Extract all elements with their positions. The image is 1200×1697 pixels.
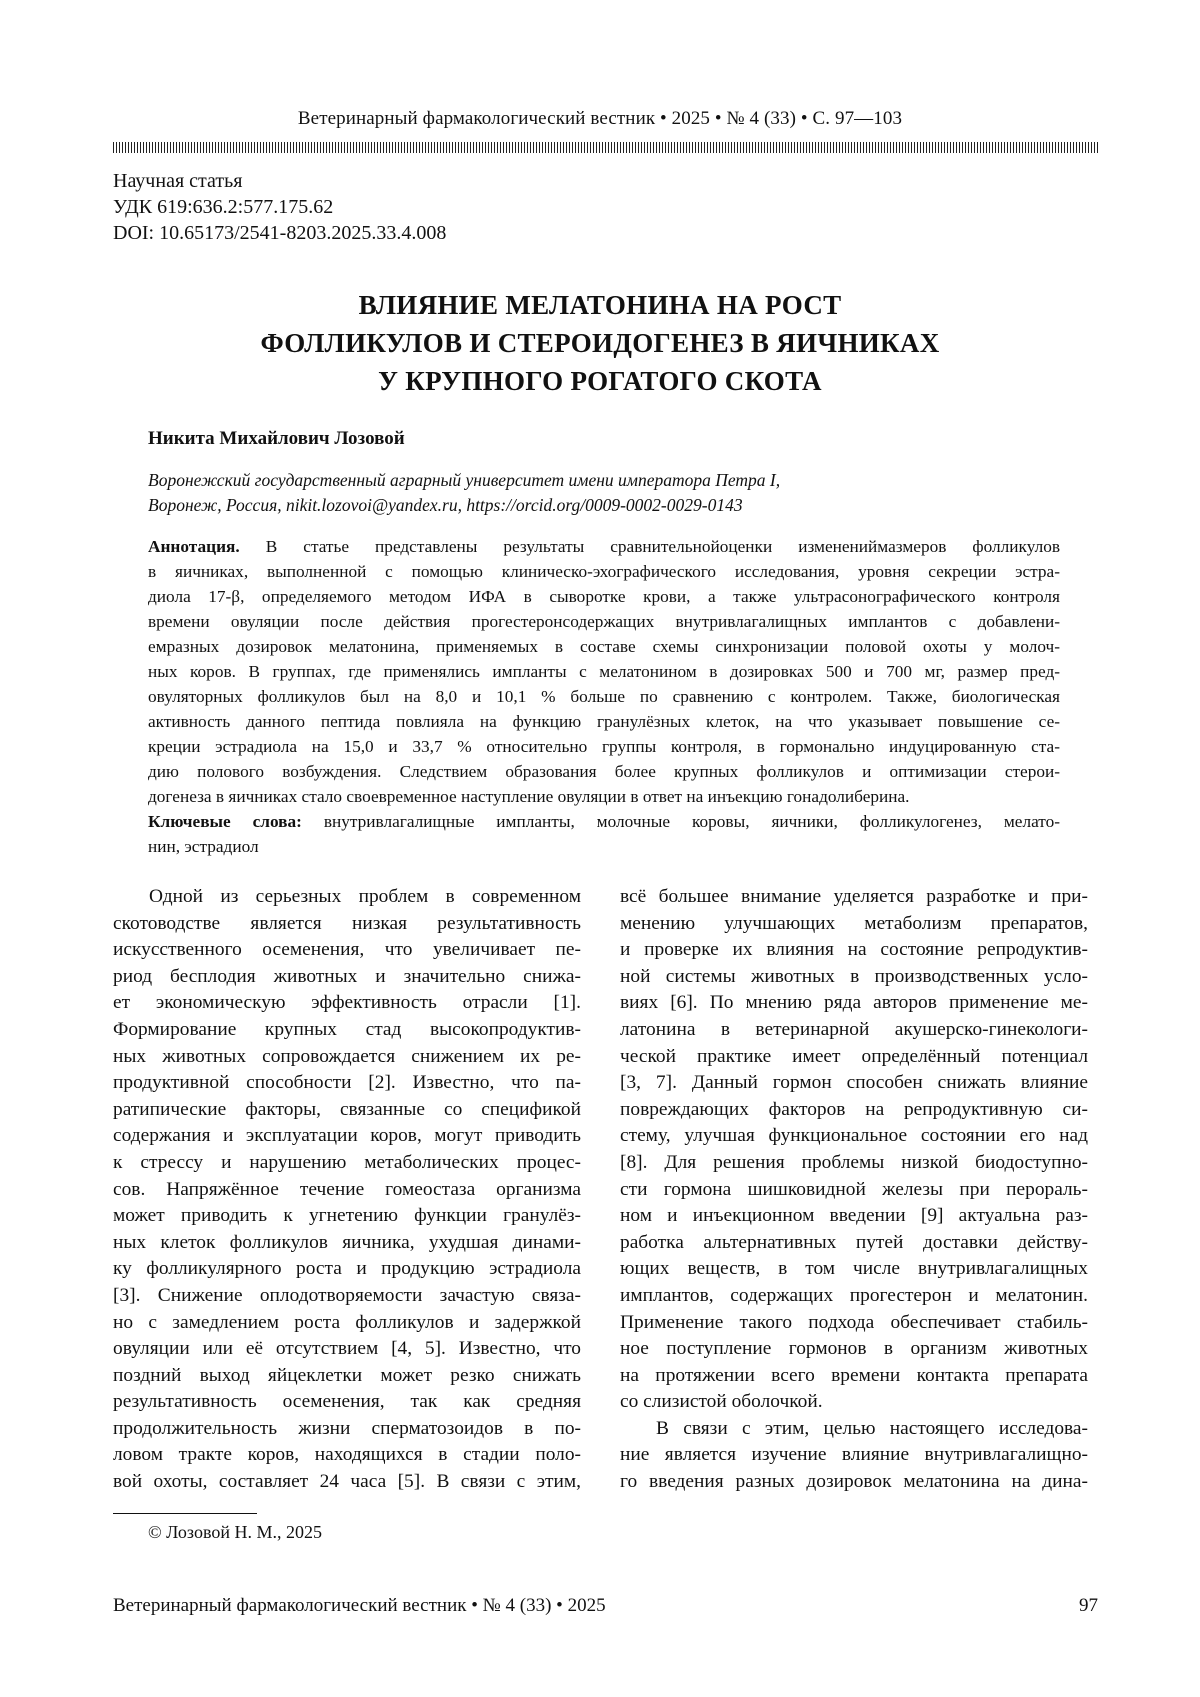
abstract-line: активность данного пептида повлияла на функцию гранулёзных клеток, на что указывает повышение се- (148, 712, 1060, 731)
abstract-line: ных коров. В группах, где применялись импланты с мелатонином в дозировках 500 и 700 мг, размер пред- (148, 662, 1060, 681)
body-line: ние является изучение влияние внутривлагалищно- (620, 1444, 1088, 1466)
body-line: ческой практике имеет определённый потенциал (620, 1045, 1088, 1067)
affiliation-line: Воронеж, Россия, nikit.lozovoi@yandex.ru, https://orcid.org/0009-0002-0029-0143 (148, 495, 743, 515)
body-line: к стрессу и нарушению метаболических процес- (113, 1151, 581, 1173)
body-line: ной системы животных в производственных усло- (620, 965, 1088, 987)
abstract-line: креции эстрадиола на 15,0 и 33,7 % относительно группы контроля, в гормонально индуцированную ста- (148, 737, 1060, 756)
body-line: содержания и эксплуатации коров, могут приводить (113, 1125, 581, 1147)
abstract-line: в яичниках, выполненной с помощью клиническо-эхографического исследования, уровня секреции эстра- (148, 562, 1060, 581)
title-line: У КРУПНОГО РОГАТОГО СКОТА (378, 366, 822, 396)
body-column-right (620, 884, 1088, 1496)
body-line: ющих веществ, в том числе внутривлагалищных (620, 1258, 1088, 1280)
body-line: ном и инъекционном введении [9] актуальна раз- (620, 1205, 1088, 1227)
abstract-line: емразных дозировок мелатонина, применяемых в составе схемы синхронизации половой охоты у молоч- (148, 637, 1060, 656)
page-number: 97 (1079, 1595, 1098, 1616)
body-column-left (113, 884, 581, 1496)
body-line: ное поступление гормонов в организм животных (620, 1338, 1088, 1360)
keywords-line: Ключевые слова: внутривлагалищные импланты, молочные коровы, яичники, фолликулогенез, мелато- (148, 812, 1061, 831)
title-line: ВЛИЯНИЕ МЕЛАТОНИНА НА РОСТ (358, 290, 842, 320)
article-type: Научная статья (113, 170, 243, 192)
body-line: продолжительность жизни сперматозоидов в по- (113, 1417, 581, 1439)
abstract (148, 534, 1060, 859)
title-line: ФОЛЛИКУЛОВ И СТЕРОИДОГЕНЕЗ В ЯИЧНИКАХ (260, 328, 940, 358)
footnote-rule (113, 1513, 257, 1514)
body-line: латонина в ветеринарной акушерско-гинекологи- (620, 1018, 1088, 1040)
body-line: вой охоты, составляет 24 часа [5]. В связи с этим, (113, 1471, 581, 1493)
body-line: скотоводстве является низкая результативность (113, 912, 581, 934)
running-head: Ветеринарный фармакологический вестник • 2025 • № 4 (33) • С. 97—103 (297, 108, 903, 129)
body-line: имплантов, содержащих прогестерон и мелатонин. (620, 1284, 1088, 1306)
body-line: ку фолликулярного роста и продукцию эстрадиола (113, 1258, 581, 1280)
abstract-label: Аннотация. (148, 537, 240, 556)
body-line: стему, улучшая функциональное состоянии его над (620, 1125, 1088, 1147)
body-line: со слизистой оболочкой. (620, 1391, 823, 1413)
body-line: [8]. Для решения проблемы низкой биодоступно- (620, 1151, 1088, 1173)
body-line: менению улучшающих метаболизм препаратов, (620, 912, 1088, 934)
affiliation (148, 468, 780, 518)
abstract-line: Аннотация. В статье представлены результаты сравнительнойоценки изменениймазмеров фолликулов (148, 537, 1060, 556)
abstract-line: дию полового возбуждения. Следствием образования более крупных фолликулов и оптимизации стерои- (148, 762, 1060, 781)
body-line: повреждающих факторов на репродуктивную си- (620, 1098, 1088, 1120)
abstract-line: времени овуляции после действия прогестеронсодержащих внутривлагалищных имплантов с добавлени- (148, 612, 1060, 631)
body-line: Формирование крупных стад высокопродуктив- (113, 1018, 581, 1040)
abstract-line: догенеза в яичниках стало своевременное наступление овуляции в ответ на инъекцию гонадолиберина. (148, 787, 910, 806)
author-name: Никита Михайлович Лозовой (148, 428, 405, 449)
body-line: результативность осеменения, так как средняя (113, 1391, 581, 1413)
keywords-label: Ключевые слова: (148, 812, 302, 831)
footer-journal: Ветеринарный фармакологический вестник • № 4 (33) • 2025 (113, 1595, 606, 1616)
body-line: поздний выход яйцеклетки может резко снижать (113, 1364, 581, 1386)
abstract-line: диола 17-β, определяемого методом ИФА в сыворотке крови, а также ультрасонографического контроля (148, 587, 1060, 606)
body-line: искусственного осеменения, что увеличивает пе- (113, 939, 581, 961)
body-line: но с замедлением роста фолликулов и задержкой (113, 1311, 581, 1333)
body-line: работка альтернативных путей доставки действу- (620, 1231, 1088, 1253)
body-line: всё большее внимание уделяется разработке и при- (620, 886, 1088, 907)
header-hatch-divider (113, 142, 1098, 153)
body-line: сов. Напряжённое течение гомеостаза организма (113, 1178, 581, 1200)
body-line: го введения разных дозировок мелатонина на дина- (620, 1471, 1088, 1493)
keywords-line: нин, эстрадиол (148, 837, 259, 856)
body-line: на протяжении всего времени контакта препарата (620, 1364, 1088, 1386)
body-line: виях [6]. По мнению ряда авторов применение ме- (620, 992, 1088, 1014)
body-line: Применение такого подхода обеспечивает стабиль- (620, 1311, 1088, 1333)
body-line: и проверке их влияния на состояние репродуктив- (620, 939, 1088, 961)
body-line: ных животных сопровождается снижением их ре- (113, 1045, 581, 1067)
copyright-note: © Лозовой Н. М., 2025 (148, 1522, 322, 1542)
article-title (100, 286, 1100, 400)
body-line: ловом тракте коров, находящихся в стадии поло- (113, 1444, 581, 1466)
body-line: [3]. Снижение оплодотворяемости зачастую связа- (113, 1284, 581, 1306)
body-line: продуктивной способности [2]. Известно, что па- (113, 1072, 581, 1094)
body-line: ных клеток фолликулов яичника, ухудшая динами- (113, 1231, 581, 1253)
doi: DOI: 10.65173/2541-8203.2025.33.4.008 (113, 222, 447, 244)
abstract-line: овуляторных фолликулов был на 8,0 и 10,1 % больше по сравнению с контролем. Также, биологическая (148, 687, 1060, 706)
body-line: [3, 7]. Данный гормон способен снижать влияние (620, 1072, 1088, 1094)
body-line: ет экономическую эффективность отрасли [1]. (113, 992, 581, 1014)
body-line: ратипические факторы, связанные со спецификой (113, 1098, 581, 1120)
body-line: Одной из серьезных проблем в современном (149, 886, 581, 907)
article-meta (113, 168, 446, 246)
body-line: сти гормона шишковидной железы при перораль- (620, 1178, 1088, 1200)
affiliation-line: Воронежский государственный аграрный университет имени императора Петра I, (148, 470, 781, 490)
udc-code: УДК 619:636.2:577.175.62 (113, 196, 334, 218)
body-line: В связи с этим, целью настоящего исследова- (656, 1417, 1088, 1439)
body-line: овуляции или её отсутствием [4, 5]. Известно, что (113, 1338, 581, 1360)
body-line: может приводить к угнетению функции гранулёз- (113, 1205, 581, 1227)
body-line: риод бесплодия животных и значительно снижа- (113, 965, 581, 987)
